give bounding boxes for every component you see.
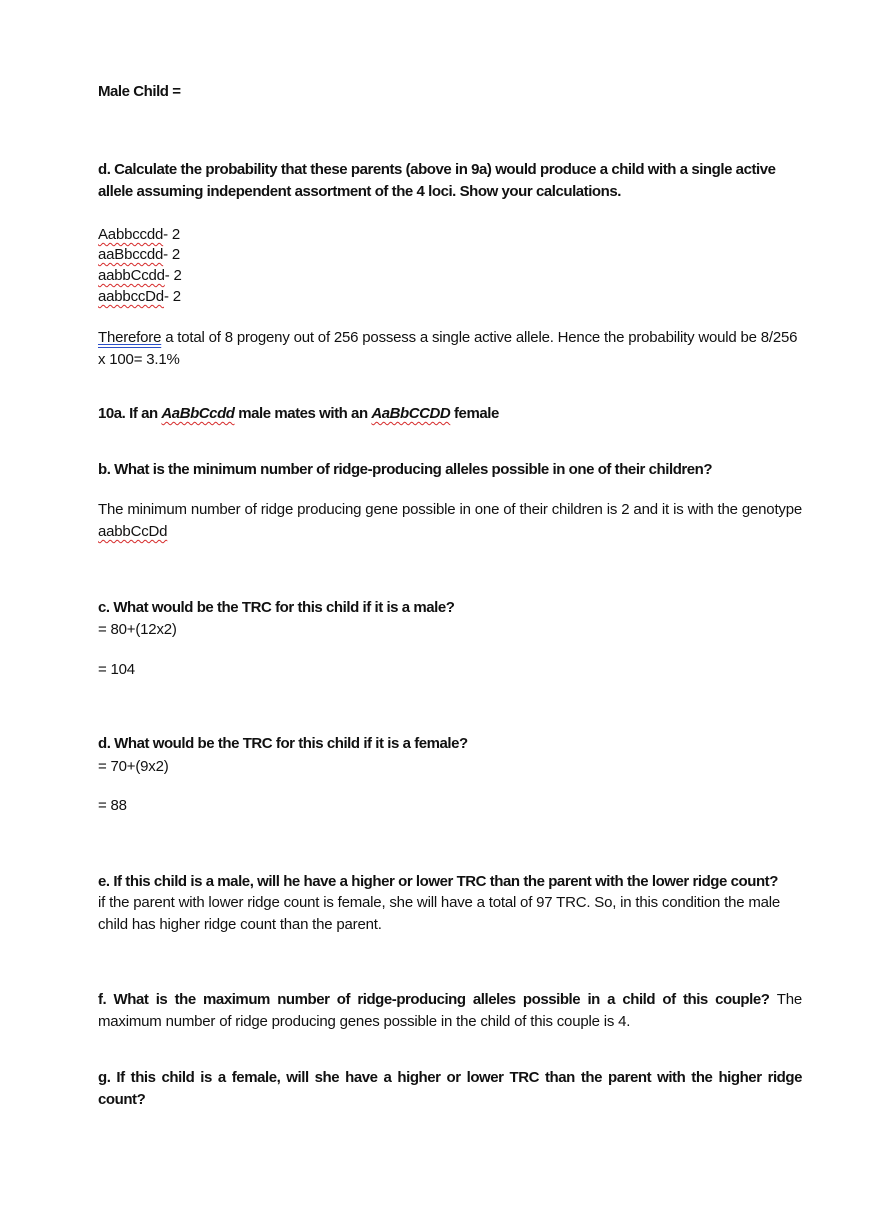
q9d-answer: [98, 327, 802, 371]
genotype-name: Aabbccdd: [98, 226, 164, 243]
male-child-label: Male Child =: [98, 83, 181, 100]
female-genotype: AaBbCCDD: [371, 405, 451, 422]
genotype-line: [98, 265, 182, 287]
genotype-name: aabbCcdd: [98, 267, 165, 284]
q10c-result: = 104: [98, 661, 135, 678]
q10g-question: g. If this child is a female, will she have a higher or lower TRC than the parent with the higher ridge count?: [98, 1069, 802, 1108]
q10c-calc: = 80+(12x2): [98, 621, 177, 638]
genotype-count: - 2: [164, 267, 182, 284]
q10e-answer: if the parent with lower ridge count is female, she will have a total of 97 TRC. So, in this condition the male child has higher ridge count than the parent.: [98, 894, 781, 933]
genotype-name: aabbccDd: [98, 288, 164, 305]
q10d-calc: = 70+(9x2): [98, 758, 169, 775]
answer-genotype: aabbCcDd: [98, 523, 168, 540]
genotype-count: - 2: [163, 226, 181, 243]
q10d-question: d. What would be the TRC for this child if it is a female?: [98, 735, 468, 752]
q10b-question: b. What is the minimum number of ridge-producing alleles possible in one of their children?: [98, 461, 713, 478]
genotype-count: - 2: [163, 288, 181, 305]
q10a-heading: [98, 403, 499, 425]
q10e-question: e. If this child is a male, will he have a higher or lower TRC than the parent with the lower ridge count?: [98, 873, 778, 890]
q10c-question: c. What would be the TRC for this child if it is a male?: [98, 599, 455, 616]
q10b-answer: [98, 499, 802, 543]
genotype-count: - 2: [163, 246, 181, 263]
q10f-question: f. What is the maximum number of ridge-producing alleles possible in a child of this couple?: [98, 991, 770, 1008]
therefore-word: Therefore: [98, 329, 162, 346]
q9d-answer-text: a total of 8 progeny out of 256 possess a single active allele. Hence the probability would be 8/256 x 100= 3.1%: [98, 329, 798, 368]
genotype-line: [98, 224, 180, 246]
document-page: [98, 0, 802, 1205]
q10a-prefix: 10a. If an: [98, 405, 162, 422]
q10a-middle: male mates with an: [234, 405, 372, 422]
male-genotype: AaBbCcdd: [161, 405, 235, 422]
q9d-question: d. Calculate the probability that these parents (above in 9a) would produce a child with a single active allele assuming independent assortment of the 4 loci. Show your calculations.: [98, 161, 776, 200]
genotype-line: [98, 286, 181, 308]
q10f-answer: The maximum number of ridge producing genes possible in the child of this couple is 4.: [98, 991, 802, 1030]
q10b-answer-text: The minimum number of ridge producing gene possible in one of their children is 2 and it is with the genotype: [98, 501, 802, 518]
q10f-block: [98, 989, 802, 1033]
q10a-suffix: female: [450, 405, 499, 422]
q10d-result: = 88: [98, 797, 127, 814]
genotype-line: [98, 244, 180, 266]
genotype-name: aaBbccdd: [98, 246, 164, 263]
